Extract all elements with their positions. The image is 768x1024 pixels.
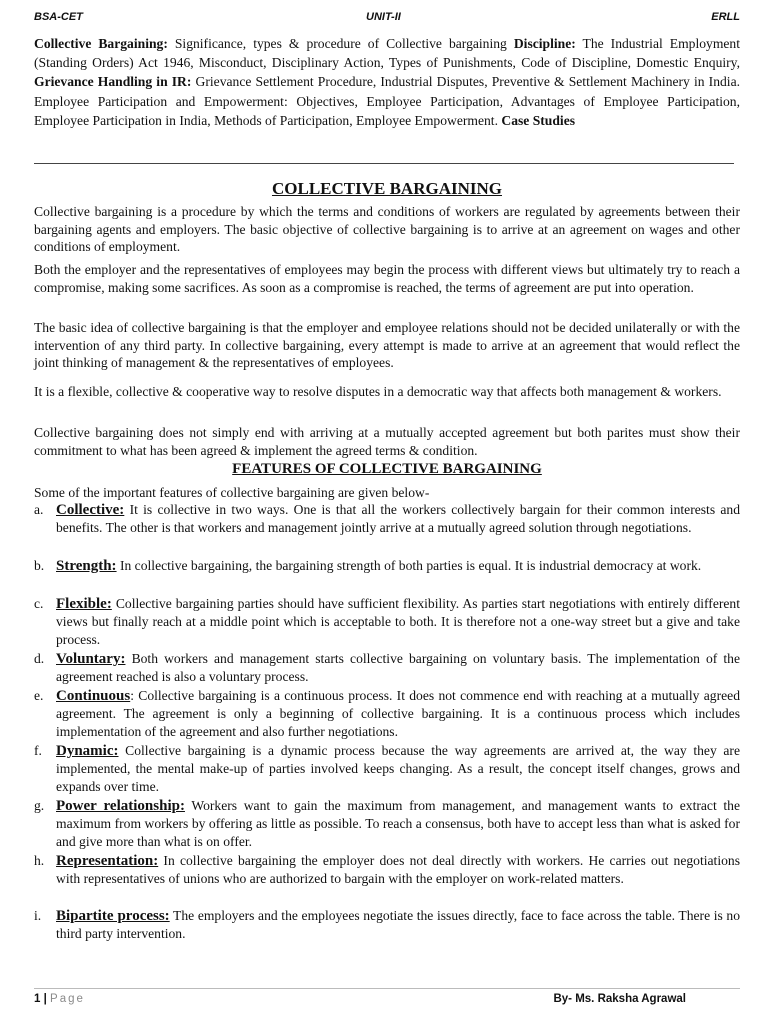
feature-text: In collective bargaining, the bargaining strength of both parties is equal. It is industrial democracy at work. <box>116 558 702 573</box>
feature-text: : Collective bargaining is a continuous process. It does not commence end with reaching at a mutually agreed agreement. The agreement is only a beginning of collective bargaining. It is a continuous process which includes implementation of the agreement and also further negotiations. <box>56 688 740 739</box>
feature-letter: c. <box>34 596 44 611</box>
syllabus-bold-3: Grievance Handling in IR: <box>34 74 192 90</box>
author-credit: By- Ms. Raksha Agrawal <box>553 993 686 1005</box>
feature-letter: i. <box>34 908 42 923</box>
feature-text: It is collective in two ways. One is that all the workers collectively bargain for their common interests and benefits. The other is that workers and management jointly arrive at a mutually agreed solution through negotiations. <box>56 502 740 535</box>
header-right-text: ERLL <box>711 11 740 23</box>
features-intro: Some of the important features of collective bargaining are given below- <box>34 485 430 500</box>
feature-letter: e. <box>34 688 44 703</box>
feature-item-strength <box>34 557 740 575</box>
feature-term: Voluntary: <box>56 651 126 667</box>
feature-item-voluntary <box>34 650 740 686</box>
page-separator: | <box>43 993 47 1005</box>
header-center-text: UNIT-II <box>366 11 401 23</box>
syllabus-text-3: Grievance Settlement Procedure, Industrial Disputes, Preventive & Settlement Machinery in India. Employee Participation and Empowerment: Objectives, Employee Participation, Advantages of Employee Participation, Employee Participation in India, Methods of Participation, Employee Empowerment. <box>34 74 741 128</box>
feature-letter: d. <box>34 651 45 666</box>
document-page <box>34 0 740 1024</box>
page-footer <box>34 993 740 1009</box>
feature-letter: a. <box>34 502 44 517</box>
feature-item-collective <box>34 501 740 537</box>
feature-item-dynamic <box>34 742 740 796</box>
feature-term: Collective: <box>56 502 125 518</box>
paragraph-5: Collective bargaining does not simply end with arriving at a mutually accepted agreement but both parites must show their commitment to what has been agreed & implement the agreed terms & condition. <box>34 425 740 458</box>
feature-text: Collective bargaining parties should have sufficient flexibility. As parties start negotiations with entirely different views but finally reach at a middle point which is acceptable to both. It is therefore not a one-way street but a give and take process. <box>56 596 740 647</box>
paragraph-4: It is a flexible, collective & cooperative way to resolve disputes in a democratic way that affects both management & workers. <box>34 384 722 399</box>
syllabus-bold-4: Case Studies <box>501 112 576 128</box>
syllabus-text-2: The Industrial Employment (Standing Orders) Act 1946, Misconduct, Disciplinary Action, Types of Punishments, Code of Discipline, Domestic Enquiry, <box>34 36 740 71</box>
feature-term: Dynamic: <box>56 743 119 759</box>
features-title: FEATURES OF COLLECTIVE BARGAINING <box>232 461 542 477</box>
feature-letter: g. <box>34 798 45 813</box>
page-header <box>34 11 740 27</box>
feature-text: Both workers and management starts collective bargaining on voluntary basis. The implementation of the agreement reached is also a voluntary process. <box>56 651 740 684</box>
footer-divider <box>34 988 740 989</box>
feature-term: Flexible: <box>56 596 112 612</box>
divider-line <box>34 163 734 164</box>
section-title: COLLECTIVE BARGAINING <box>271 179 502 198</box>
feature-item-bipartite <box>34 907 740 943</box>
feature-letter: f. <box>34 743 42 758</box>
feature-text: Workers want to gain the maximum from management, and management wants to extract the maximum from workers by offering as little as possible. To reach a consensus, both have to accept less than what is asked for and give more than what is on offer. <box>56 798 740 849</box>
syllabus-block <box>34 34 740 130</box>
feature-term: Representation: <box>56 853 159 869</box>
syllabus-bold-1: Collective Bargaining: <box>34 36 168 51</box>
syllabus-bold-2: Discipline: <box>513 36 576 51</box>
feature-term: Continuous <box>56 688 131 704</box>
paragraph-2: Both the employer and the representatives of employees may begin the process with different views but ultimately try to reach a compromise, making some sacrifices. As soon as a compromise is reached, the terms of agreement are put into operation. <box>34 262 740 295</box>
feature-item-power-relationship <box>34 797 740 851</box>
feature-term: Power relationship: <box>56 798 185 814</box>
feature-item-representation <box>34 852 740 888</box>
feature-letter: h. <box>34 853 45 868</box>
feature-item-flexible <box>34 595 740 649</box>
feature-text: The employers and the employees negotiate the issues directly, face to face across the table. There is no third party intervention. <box>56 908 741 941</box>
page-word: Page <box>50 993 85 1005</box>
feature-text: Collective bargaining is a dynamic process because the way agreements are arrived at, the way they are implemented, the mental make-up of parties involved keeps changing. As a result, the concept itself changes, grows and expands over time. <box>56 743 740 794</box>
feature-term: Bipartite process: <box>56 908 170 924</box>
feature-letter: b. <box>34 558 45 573</box>
feature-term: Strength: <box>56 558 117 574</box>
feature-text: In collective bargaining the employer does not deal directly with workers. He carries out negotiations with representatives of unions who are authorized to bargain with the employer on work-related matters. <box>56 853 740 886</box>
paragraph-1: Collective bargaining is a procedure by which the terms and conditions of workers are regulated by agreements between their bargaining agents and employers. The basic objective of collective bargaining is to arrive at an agreement on wages and other conditions of employment. <box>34 204 740 255</box>
paragraph-3: The basic idea of collective bargaining is that the employer and employee relations should not be decided unilaterally or with the intervention of any third party. In collective bargaining, every attempt is made to arrive at an agreement that would reflect the joint thinking of management & the representatives of employees. <box>34 320 740 371</box>
header-left-text: BSA-CET <box>34 11 83 23</box>
page-number: 1 <box>34 993 41 1005</box>
feature-item-continuous <box>34 687 740 741</box>
syllabus-text-1: Significance, types & procedure of Collective bargaining <box>167 36 514 51</box>
page-number-label <box>34 993 85 1005</box>
